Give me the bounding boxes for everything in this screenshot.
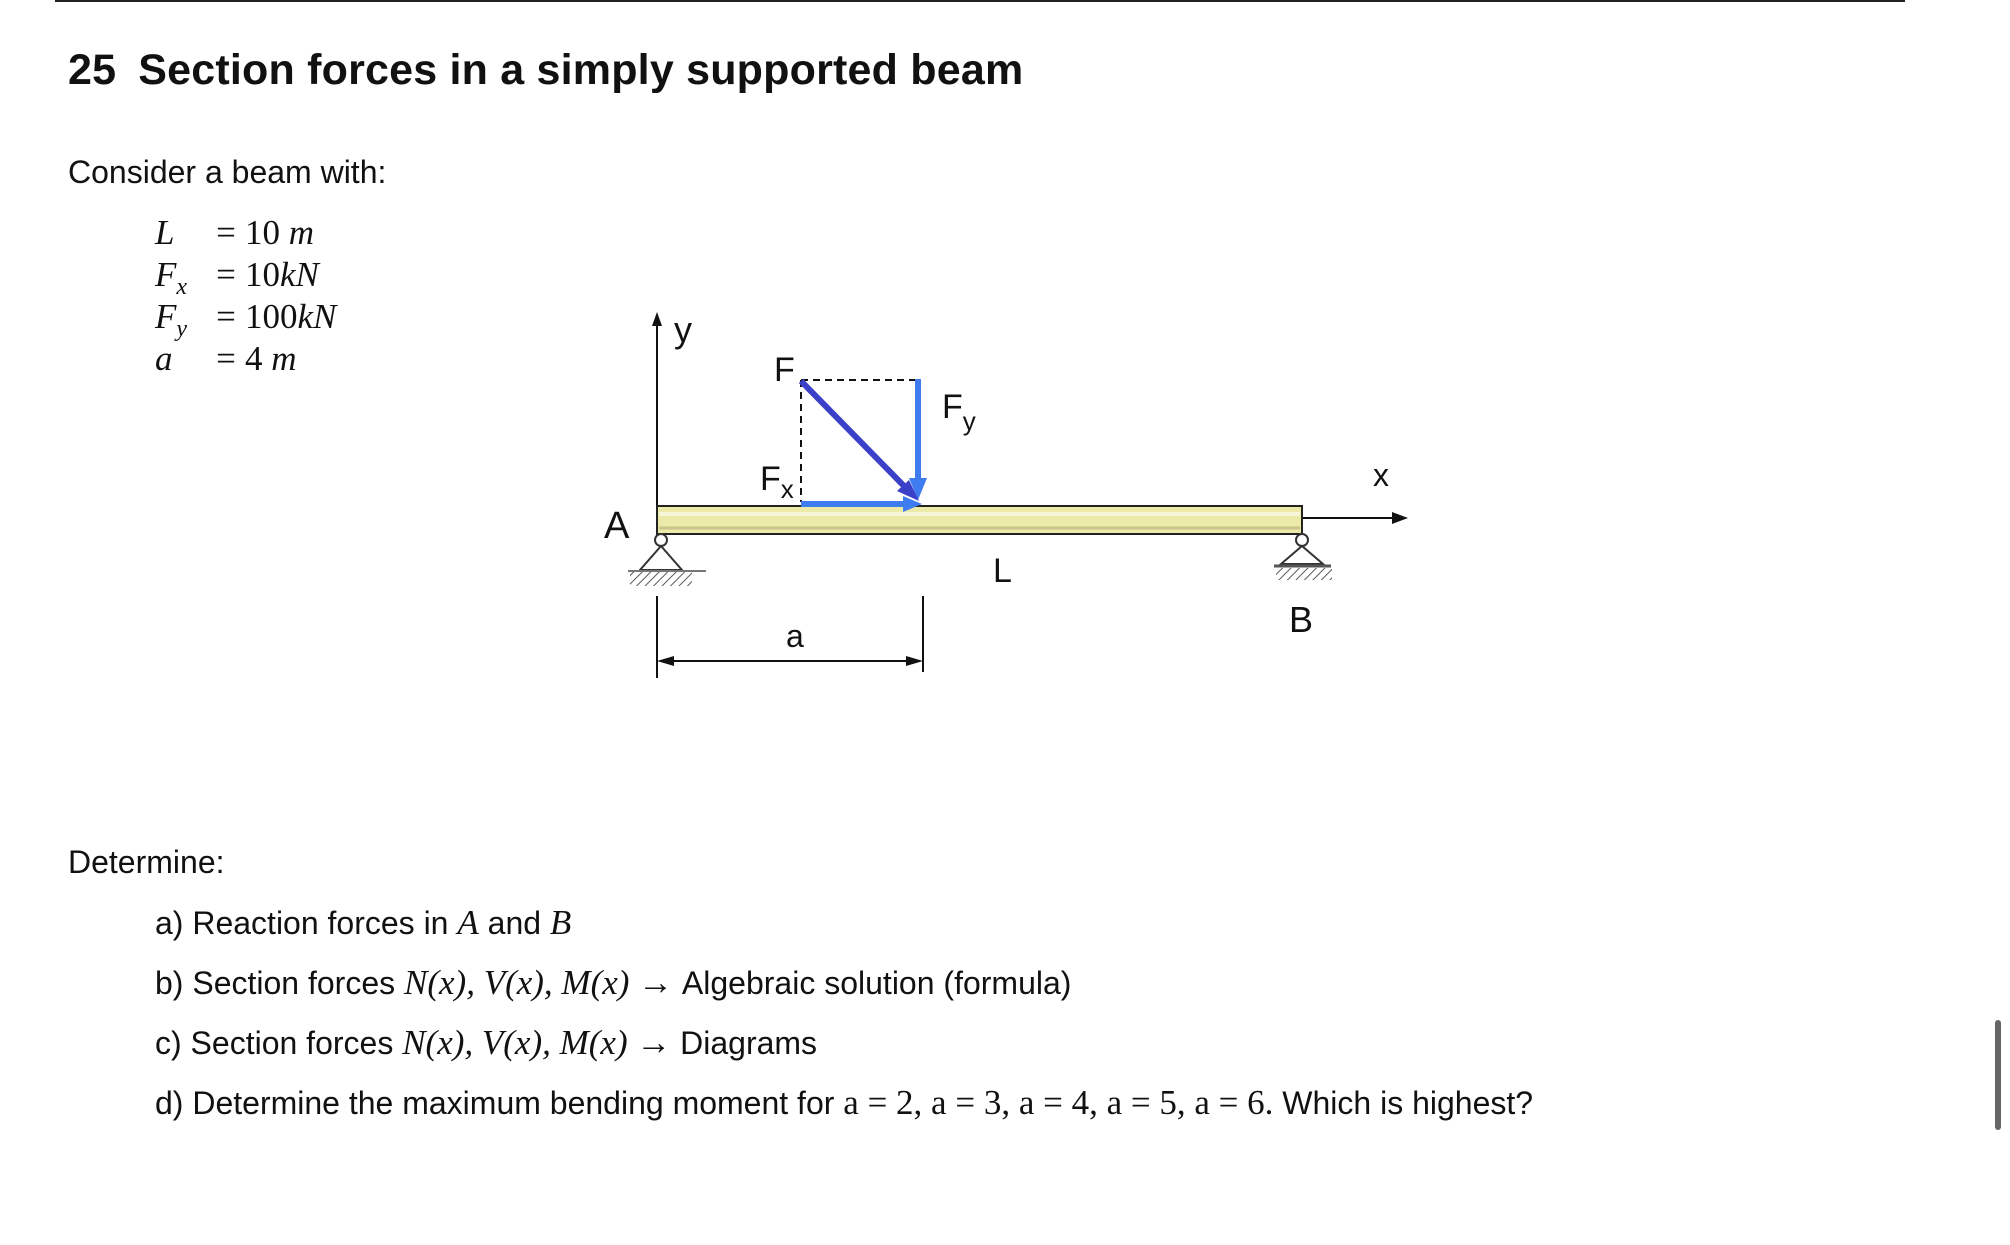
support-a-label: A [604, 505, 630, 547]
task-c-math: N(x), V(x), M(x) [402, 1023, 628, 1062]
task-a [155, 900, 1533, 960]
task-list [155, 900, 1533, 1140]
support-b-label: B [1289, 599, 1314, 640]
task-d-text: d) Determine the maximum bending moment for [155, 1085, 844, 1121]
task-b-arrow: → [629, 963, 682, 1002]
force-f-label: F [774, 351, 795, 389]
task-b-suffix: Algebraic solution (formula) [681, 965, 1072, 1001]
determine-heading: Determine: [68, 844, 225, 880]
task-a-symbol-b: B [549, 903, 572, 942]
task-c [155, 1020, 1533, 1080]
x-axis-label: x [1373, 457, 1389, 493]
task-a-symbol-a: A [457, 903, 479, 942]
force-fy-subscript: y [962, 406, 976, 436]
given-value: 100 [245, 297, 298, 336]
given-unit: kN [297, 297, 337, 336]
given-unit: kN [280, 255, 319, 294]
given-length: L = 10 m [155, 213, 315, 252]
force-f-arrow [801, 381, 904, 486]
x-axis-arrowhead [1392, 512, 1408, 524]
vertical-scrollbar[interactable] [1995, 1020, 2001, 1130]
given-subscript: x [176, 274, 188, 300]
given-symbol: L [155, 213, 175, 252]
force-fy-symbol: F [942, 388, 963, 426]
dimension-a-label: a [786, 618, 804, 654]
given-subscript: y [176, 316, 188, 342]
given-symbol: a [155, 339, 173, 378]
section-number: 25 [68, 46, 117, 94]
span-length-label: L [993, 552, 1012, 590]
given-unit: m [288, 213, 315, 252]
task-d-math: a = 2, a = 3, a = 4, a = 5, a = 6. [843, 1083, 1274, 1122]
section-title: Section forces in a simply supported beam [138, 46, 1024, 94]
y-axis-label: y [674, 309, 692, 350]
given-value: 10 [245, 255, 280, 294]
task-c-text: c) Section forces [155, 1025, 403, 1061]
task-c-arrow: → [627, 1023, 681, 1062]
support-a [628, 534, 706, 586]
given-force-y: $F_y = 100kN$ [155, 297, 337, 342]
force-fx-subscript: x [780, 474, 794, 504]
dimension-a-left-arrow [657, 656, 674, 666]
task-b [155, 960, 1533, 1020]
task-c-suffix: Diagrams [680, 1025, 818, 1061]
force-fx-label [760, 460, 794, 504]
y-axis-arrowhead [652, 312, 662, 326]
task-b-text: b) Section forces [155, 965, 404, 1001]
given-symbol: F [155, 297, 177, 336]
beam [657, 506, 1302, 534]
intro-text: Consider a beam with: [68, 154, 387, 190]
task-b-math: N(x), V(x), M(x) [404, 963, 630, 1002]
force-fy-label [942, 388, 976, 436]
task-d-suffix: Which is highest? [1273, 1085, 1534, 1121]
given-value: 10 [245, 213, 280, 252]
task-a-and: and [478, 905, 550, 941]
given-distance-a: a = 4 m [155, 339, 297, 378]
force-fx-symbol: F [760, 460, 781, 498]
given-force-x: $F_x = 10kN$ [155, 255, 319, 300]
support-b [1274, 534, 1332, 580]
task-a-text: a) Reaction forces in [155, 905, 458, 941]
given-value: 4 [245, 339, 263, 378]
given-symbol: F [155, 255, 177, 294]
task-d [155, 1080, 1533, 1140]
dimension-a-right-arrow [906, 656, 923, 666]
given-unit: m [271, 339, 297, 378]
